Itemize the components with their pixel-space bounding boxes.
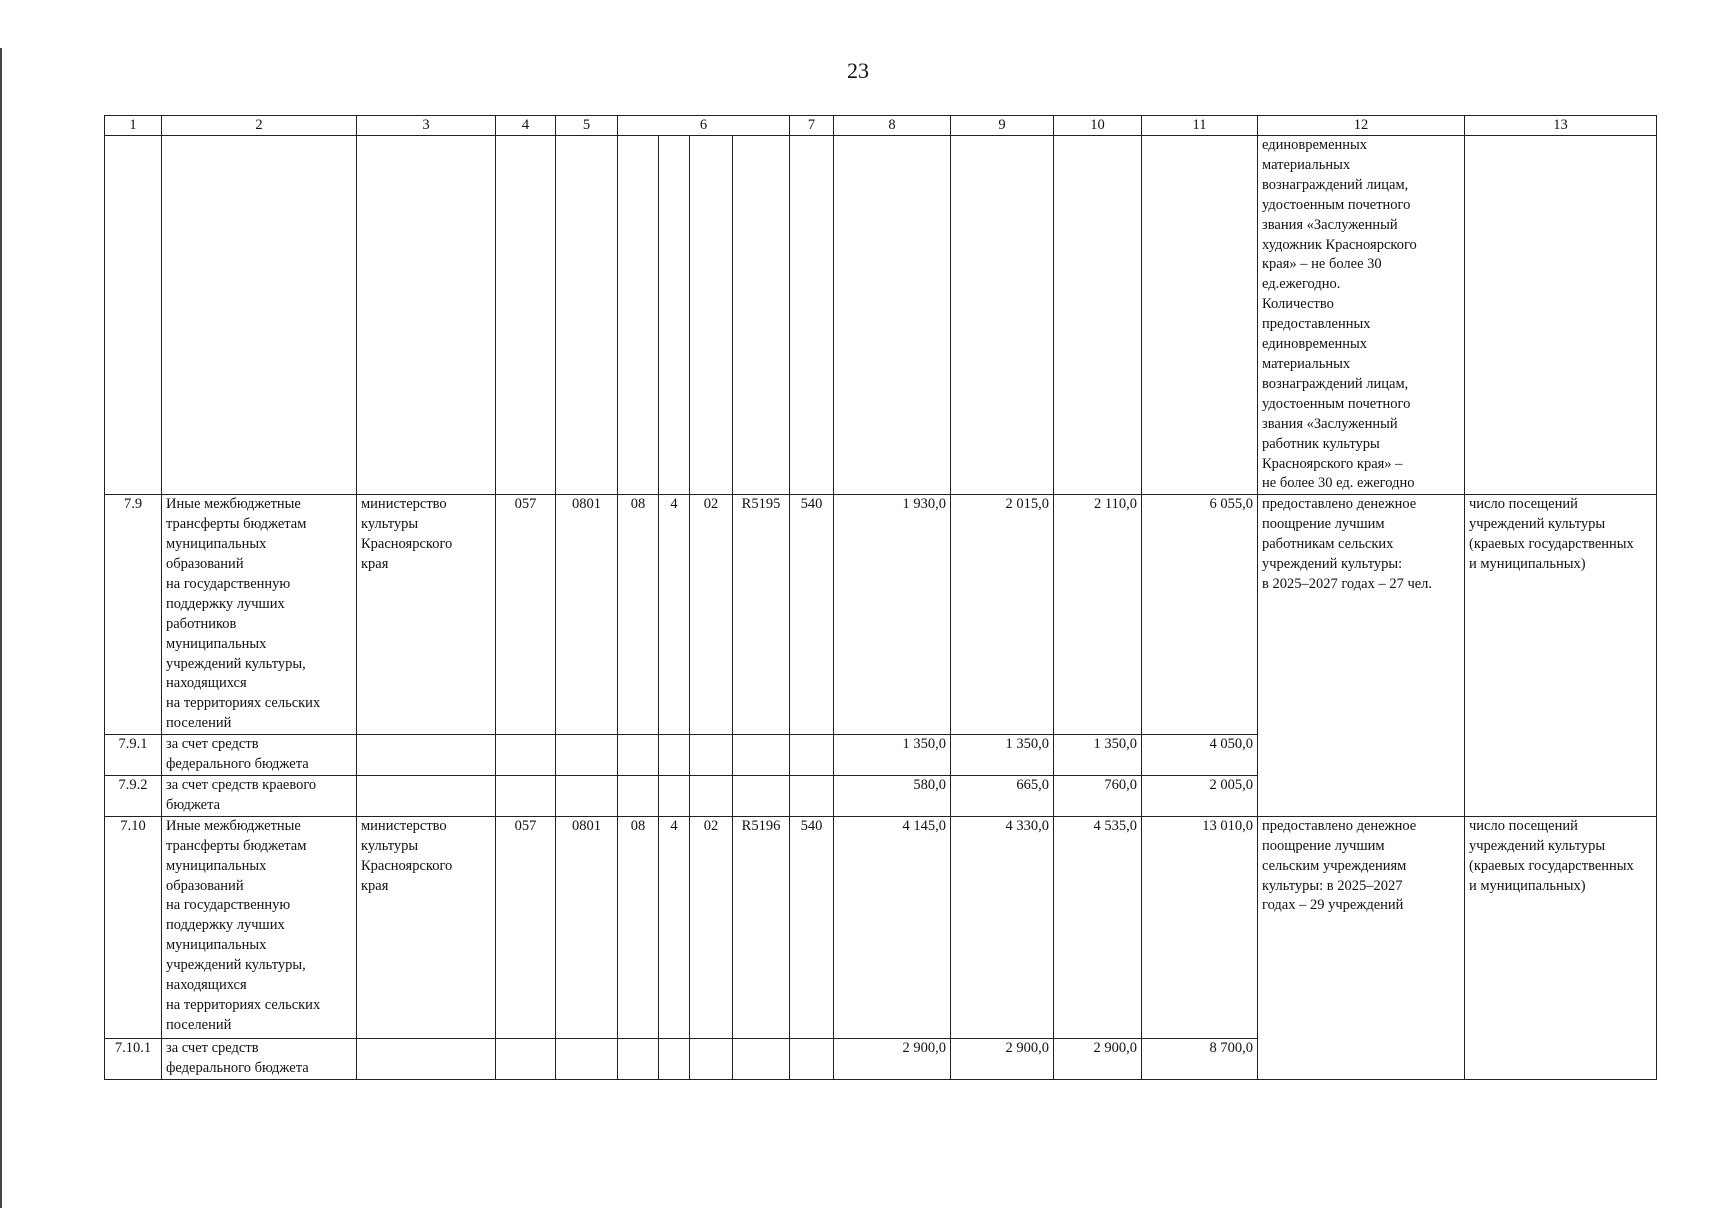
target-article-part-3: 02 bbox=[690, 495, 733, 735]
table-row-7-9 bbox=[105, 495, 1657, 735]
target-article-part-1: 08 bbox=[618, 816, 659, 1038]
expected-result: предоставлено денежное поощрение лучшим работникам сельских учреждений культуры: в 2025–2027 годах – 27 чел. bbox=[1258, 495, 1465, 817]
header-cell-3: 3 bbox=[357, 116, 496, 136]
target-article-part-2: 4 bbox=[659, 816, 690, 1038]
target-article-part-4: R5196 bbox=[733, 816, 790, 1038]
amount-total: 6 055,0 bbox=[1142, 495, 1258, 735]
expense-type: 540 bbox=[790, 495, 834, 735]
left-margin-line bbox=[0, 48, 2, 1208]
amount-total: 8 700,0 bbox=[1142, 1038, 1258, 1079]
indicator: число посещений учреждений культуры (краевых государственных и муниципальных) bbox=[1465, 816, 1657, 1079]
header-cell-12: 12 bbox=[1258, 116, 1465, 136]
measure-name: за счет средств краевого бюджета bbox=[162, 776, 357, 817]
measure-name: Иные межбюджетные трансферты бюджетам муниципальных образований на государственную поддержку лучших муниципальных учреждений культуры, находящихся на территориях сельских поселений bbox=[162, 816, 357, 1038]
measure-name: за счет средств федерального бюджета bbox=[162, 1038, 357, 1079]
budget-table bbox=[104, 115, 1657, 1080]
expense-type: 540 bbox=[790, 816, 834, 1038]
header-row bbox=[105, 116, 1657, 136]
measure-name: Иные межбюджетные трансферты бюджетам муниципальных образований на государственную поддержку лучших работников муниципальных учреждений культуры, находящихся на территориях сельских поселений bbox=[162, 495, 357, 735]
table-row-7-10 bbox=[105, 816, 1657, 1038]
amount-2026: 2 900,0 bbox=[951, 1038, 1054, 1079]
expected-result: предоставлено денежное поощрение лучшим сельским учреждениям культуры: в 2025–2027 годах – 29 учреждений bbox=[1258, 816, 1465, 1079]
amount-total: 13 010,0 bbox=[1142, 816, 1258, 1038]
grbs-code: 057 bbox=[496, 495, 556, 735]
amount-2027: 1 350,0 bbox=[1054, 735, 1142, 776]
amount-2026: 4 330,0 bbox=[951, 816, 1054, 1038]
header-cell-13: 13 bbox=[1465, 116, 1657, 136]
header-cell-11: 11 bbox=[1142, 116, 1258, 136]
page-number: 23 bbox=[847, 58, 869, 83]
indicator: число посещений учреждений культуры (краевых государственных и муниципальных) bbox=[1465, 495, 1657, 817]
row-number: 7.10 bbox=[105, 816, 162, 1038]
amount-total: 4 050,0 bbox=[1142, 735, 1258, 776]
header-cell-10: 10 bbox=[1054, 116, 1142, 136]
grbs-name: министерство культуры Красноярского края bbox=[357, 816, 496, 1038]
continuation-result-text: единовременных материальных вознаграждений лицам, удостоенным почетного звания «Заслуженный художник Красноярского края» – не более 30 ед.ежегодно. Количество предоставленных единовременных материальных вознаграждений лицам, удостоенным почетного звания «Заслуженный работник культуры Красноярского края» – не более 30 ед. ежегодно bbox=[1258, 136, 1465, 495]
header-cell-7: 7 bbox=[790, 116, 834, 136]
amount-2026: 665,0 bbox=[951, 776, 1054, 817]
amount-2025: 1 930,0 bbox=[834, 495, 951, 735]
amount-2025: 580,0 bbox=[834, 776, 951, 817]
row-number: 7.9 bbox=[105, 495, 162, 735]
row-number: 7.9.2 bbox=[105, 776, 162, 817]
measure-name: за счет средств федерального бюджета bbox=[162, 735, 357, 776]
amount-2027: 2 900,0 bbox=[1054, 1038, 1142, 1079]
section-code: 0801 bbox=[556, 816, 618, 1038]
header-cell-8: 8 bbox=[834, 116, 951, 136]
header-cell-9: 9 bbox=[951, 116, 1054, 136]
target-article-part-1: 08 bbox=[618, 495, 659, 735]
section-code: 0801 bbox=[556, 495, 618, 735]
row-number: 7.9.1 bbox=[105, 735, 162, 776]
amount-2025: 1 350,0 bbox=[834, 735, 951, 776]
grbs-name: министерство культуры Красноярского края bbox=[357, 495, 496, 735]
row-number: 7.10.1 bbox=[105, 1038, 162, 1079]
amount-2026: 1 350,0 bbox=[951, 735, 1054, 776]
header-cell-1: 1 bbox=[105, 116, 162, 136]
grbs-code: 057 bbox=[496, 816, 556, 1038]
amount-2025: 2 900,0 bbox=[834, 1038, 951, 1079]
target-article-part-4: R5195 bbox=[733, 495, 790, 735]
header-cell-2: 2 bbox=[162, 116, 357, 136]
amount-2027: 760,0 bbox=[1054, 776, 1142, 817]
target-article-part-3: 02 bbox=[690, 816, 733, 1038]
amount-2027: 2 110,0 bbox=[1054, 495, 1142, 735]
header-cell-6: 6 bbox=[618, 116, 790, 136]
header-cell-4: 4 bbox=[496, 116, 556, 136]
target-article-part-2: 4 bbox=[659, 495, 690, 735]
amount-2025: 4 145,0 bbox=[834, 816, 951, 1038]
amount-2026: 2 015,0 bbox=[951, 495, 1054, 735]
continuation-row bbox=[105, 136, 1657, 495]
amount-total: 2 005,0 bbox=[1142, 776, 1258, 817]
header-cell-5: 5 bbox=[556, 116, 618, 136]
amount-2027: 4 535,0 bbox=[1054, 816, 1142, 1038]
